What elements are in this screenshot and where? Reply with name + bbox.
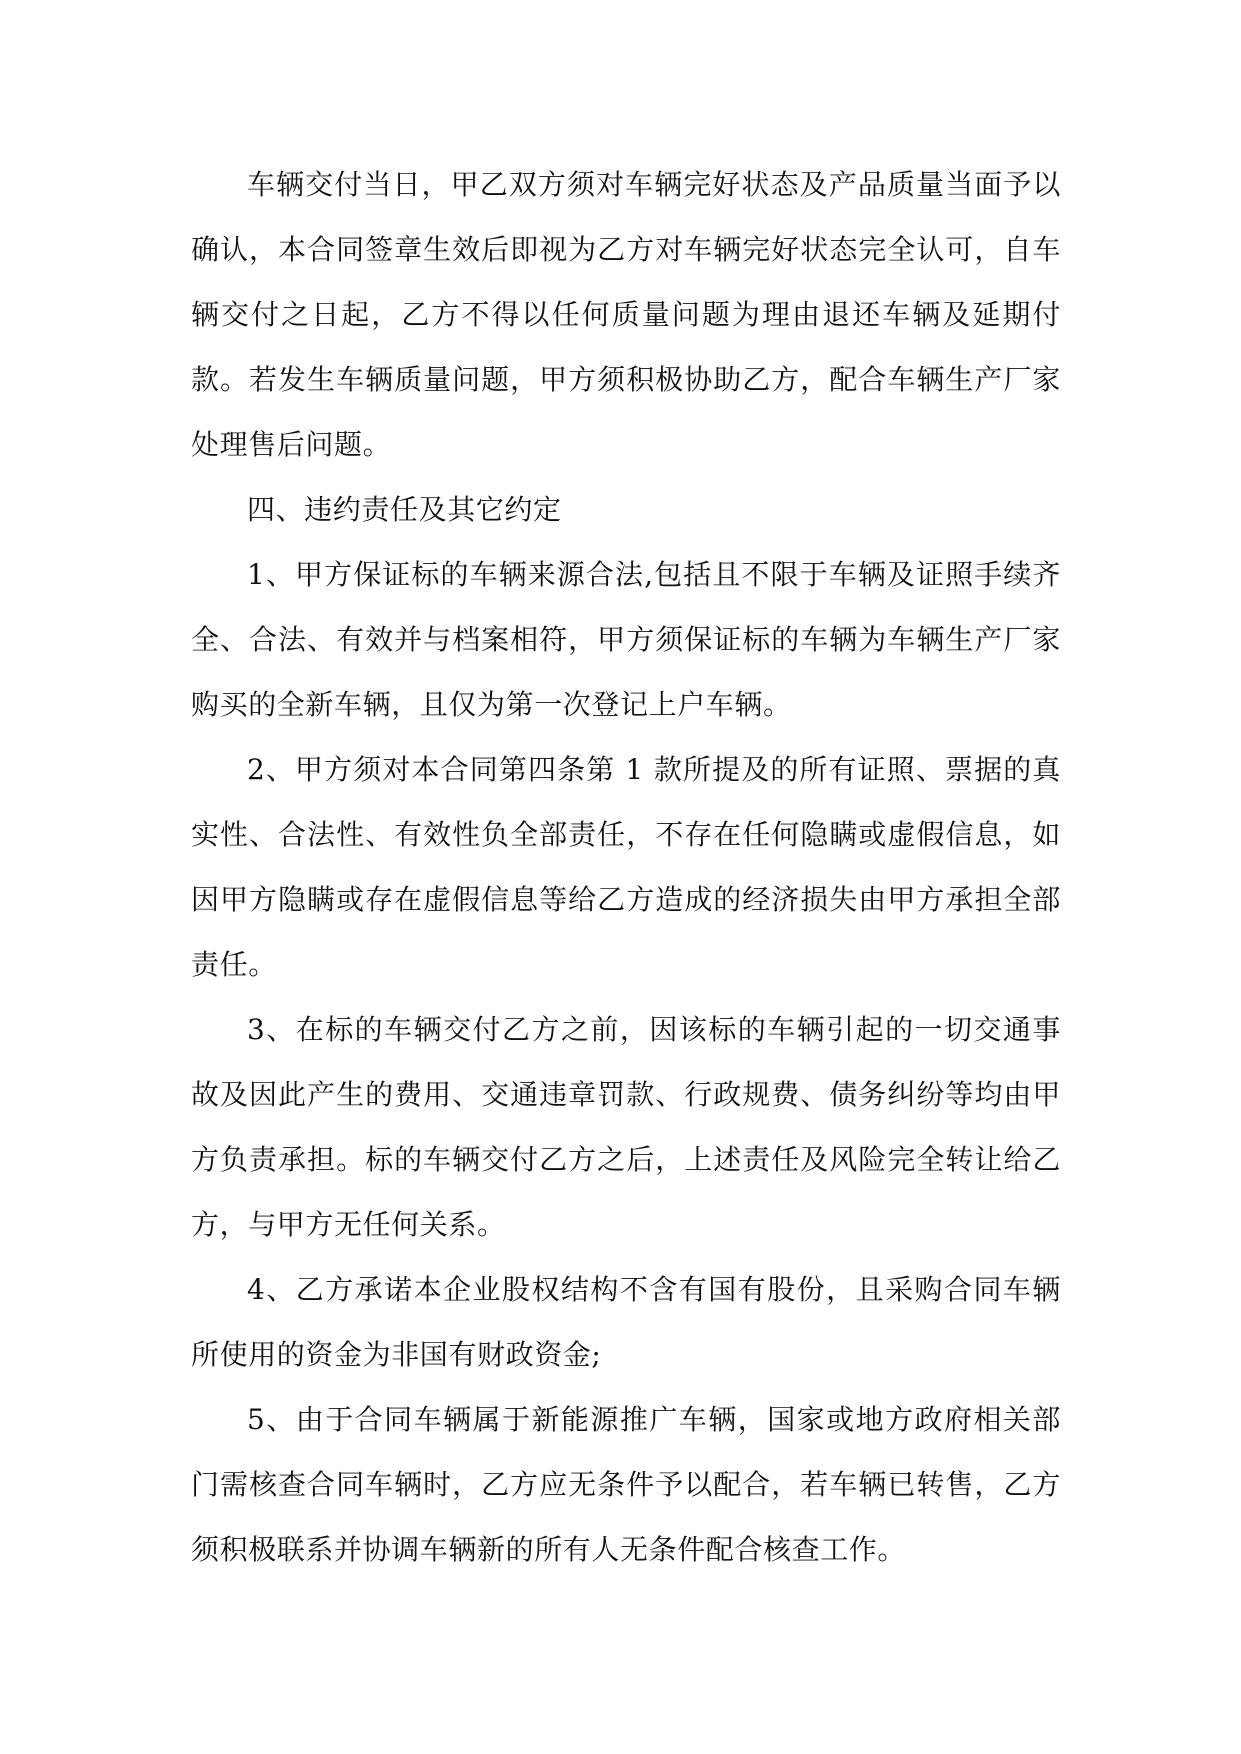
clause-5: 5、由于合同车辆属于新能源推广车辆，国家或地方政府相关部门需核查合同车辆时，乙方应无条件予以配合，若车辆已转售，乙方须积极联系并协调车辆新的所有人无条件配合核查工作。 bbox=[191, 1403, 1061, 1566]
section-heading-liability: 四、违约责任及其它约定 bbox=[247, 493, 562, 526]
paragraph-delivery-confirmation: 车辆交付当日，甲乙双方须对车辆完好状态及产品质量当面予以确认，本合同签章生效后即视为乙方对车辆完好状态完全认可，自车辆交付之日起，乙方不得以任何质量问题为理由退还车辆及延期付款。若发生车辆质量问题，甲方须积极协助乙方，配合车辆生产厂家处理售后问题。 bbox=[191, 168, 1061, 461]
clause-2: 2、甲方须对本合同第四条第 1 款所提及的所有证照、票据的真实性、合法性、有效性负全部责任，不存在任何隐瞒或虚假信息，如因甲方隐瞒或存在虚假信息等给乙方造成的经济损失由甲方承担全部责任。 bbox=[191, 753, 1061, 981]
clause-4: 4、乙方承诺本企业股权结构不含有国有股份，且采购合同车辆所使用的资金为非国有财政资金; bbox=[191, 1273, 1061, 1371]
clause-1: 1、甲方保证标的车辆来源合法,包括且不限于车辆及证照手续齐全、合法、有效并与档案相符，甲方须保证标的车辆为车辆生产厂家购买的全新车辆，且仅为第一次登记上户车辆。 bbox=[191, 558, 1061, 721]
clause-3: 3、在标的车辆交付乙方之前，因该标的车辆引起的一切交通事故及因此产生的费用、交通违章罚款、行政规费、债务纠纷等均由甲方负责承担。标的车辆交付乙方之后，上述责任及风险完全转让给乙方，与甲方无任何关系。 bbox=[191, 1013, 1061, 1241]
document-body bbox=[191, 152, 1061, 1582]
